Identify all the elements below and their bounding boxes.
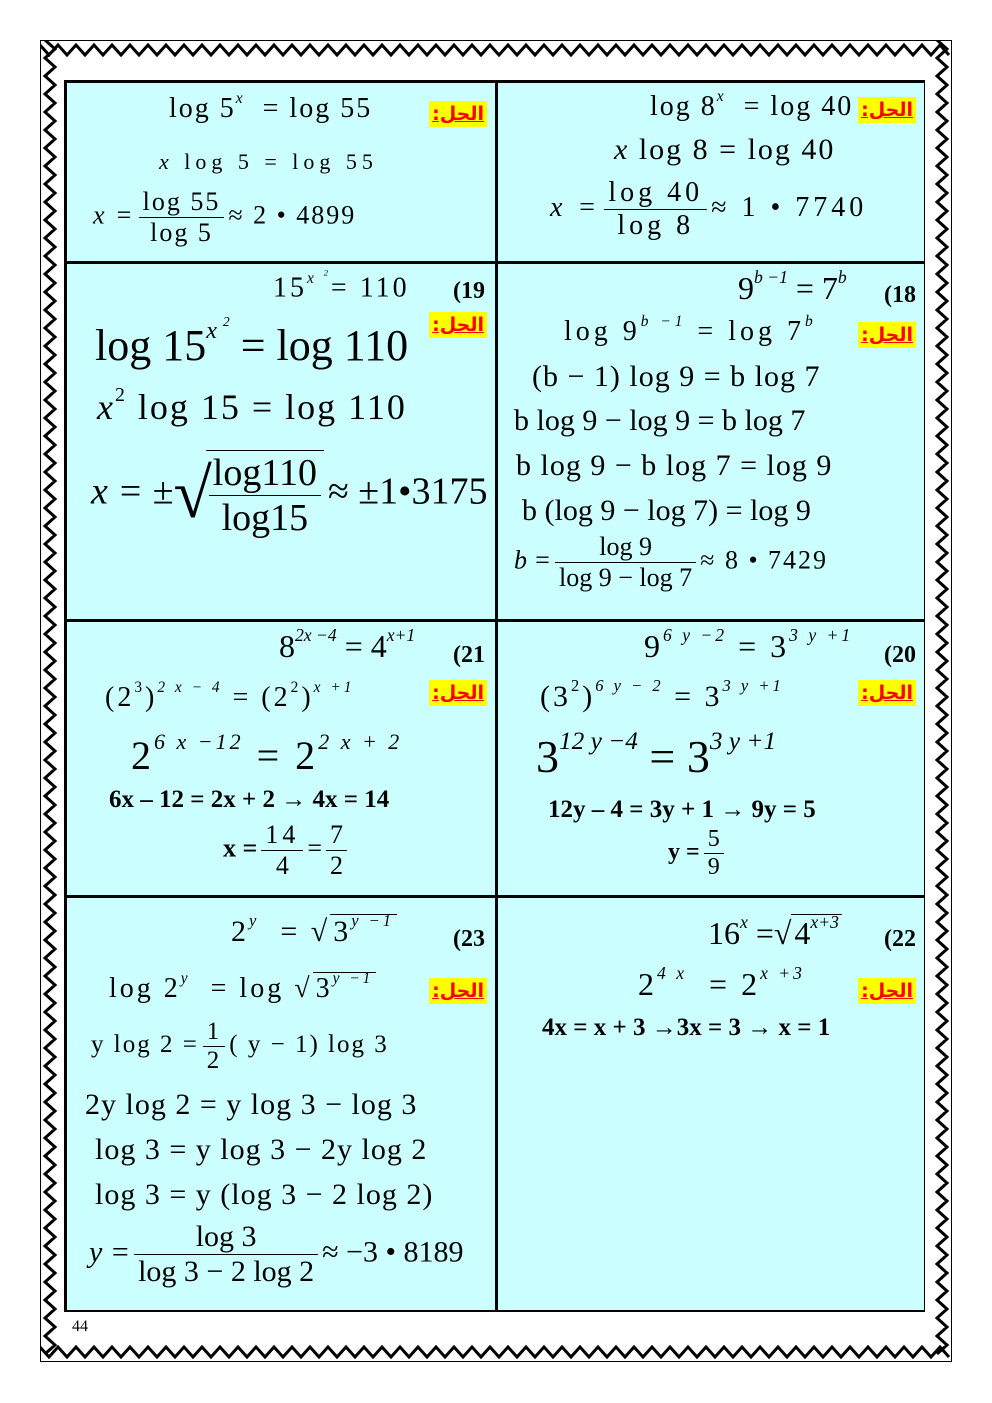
equation-line: x log 5 = log 55 [159, 149, 378, 174]
equation-line: log 3 = y log 3 − 2y log 2 [95, 1133, 428, 1166]
x-equals: x = [93, 200, 135, 230]
var: x [97, 387, 115, 427]
result: ≈ 8 • 7429 [700, 545, 829, 575]
cell-row1-left [67, 83, 495, 261]
y-equals: y = [89, 1235, 131, 1269]
lhs: log 9 [564, 316, 641, 347]
equation-line: $x^2$ log 15 = log 110 [97, 384, 407, 427]
fraction-numerator: log 9 [555, 532, 696, 563]
base: 2 [131, 733, 154, 778]
base: 9 [644, 628, 663, 664]
equation-line: b (log 9 − log 7) = log 9 [522, 494, 811, 527]
equation-line: $16^x =√4^{x+3}$ [708, 914, 842, 952]
result: ≈ 1 • 7740 [711, 191, 868, 223]
result: ≈ 2 • 4899 [228, 200, 357, 230]
zigzag-border-bottom [40, 1342, 952, 1362]
equation-line: b log 9 − b log 7 = log 9 [516, 449, 833, 482]
cell-row3-right [498, 622, 924, 895]
fraction [555, 532, 696, 593]
result: ≈ ±1•3175 [327, 470, 488, 513]
sqrt-fraction [206, 450, 324, 540]
equation-line [93, 187, 356, 248]
fraction-denominator: log 5 [150, 218, 213, 247]
equation-line [89, 1220, 464, 1289]
solution-label: الحل: [858, 322, 916, 348]
equation-line: $2^{4 x} = 2^{x +3}$ [638, 963, 805, 1002]
rhs: = log [210, 973, 285, 1004]
y-equals: y = [668, 839, 700, 866]
zigzag-border-left [40, 40, 60, 1362]
equation-line: $15^{x ^2}= 110$ [273, 267, 410, 304]
x-equals: x = [550, 191, 601, 223]
rhs: = 2 [709, 966, 761, 1002]
cell-row2-left [67, 264, 495, 619]
fraction [203, 1018, 226, 1075]
fraction-denominator: log 9 − log 7 [559, 563, 693, 592]
zigzag-border-top [40, 40, 952, 60]
base: 2 [638, 966, 657, 1002]
equation-line: $9^{6 y -2} = 3^{3 y +1}$ [644, 625, 854, 664]
b-equals: b = [514, 545, 552, 575]
equation-line: 2y log 2 = y log 3 − log 3 [85, 1088, 418, 1121]
exercise-number: (19 [453, 278, 485, 304]
fraction [139, 187, 225, 248]
fraction-numerator: log 40 [604, 177, 707, 210]
zigzag-border-right [932, 40, 952, 1362]
base: 15 [273, 272, 307, 304]
equation-line: 12y – 4 = 3y + 1 → 9y = 5 [548, 796, 816, 823]
solution-label: الحل: [429, 312, 487, 338]
fraction-denominator: 2 [206, 1047, 222, 1074]
equation-line: $(3^2)^{6 y - 2} = 3^{3 y +1}$ [540, 676, 784, 713]
equation-line [514, 532, 828, 593]
equation-line: $(2^3)^{2 x - 4} = (2^2)^{x +1}$ [105, 679, 355, 713]
lhs: log 15 [95, 321, 207, 370]
equation-line: $\log 9^{b -1} = \log 7^b$ [564, 313, 817, 347]
solution-label: الحل: [858, 97, 916, 123]
rhs: = 3 [649, 731, 710, 782]
term: = 3 [674, 680, 723, 713]
base: 2 [231, 915, 249, 948]
rhs: = 7 [795, 270, 838, 306]
exercise-number: (22 [884, 926, 916, 952]
rhs: = 4 [344, 628, 387, 664]
result: ≈ −3 • 8189 [322, 1235, 464, 1269]
fraction [704, 826, 724, 881]
fraction [134, 1220, 318, 1289]
term: = (2 [232, 682, 291, 713]
fraction-numerator: 7 [326, 820, 347, 851]
equation-line: log 2$^y$ = log √ $3^{y -1}$ [109, 972, 376, 1005]
x-equals: x = ± [91, 470, 174, 513]
term: ) [582, 680, 596, 713]
fraction [261, 820, 303, 881]
cell-row4-right [498, 898, 924, 1310]
rhs: = log 110 [240, 321, 409, 370]
equation-line: x = ±√ $\frac{\log 110}{\log 15}$ ≈ ±1•3175 [91, 452, 488, 539]
fraction [326, 820, 347, 881]
lhs: y log 2 = [91, 1031, 199, 1059]
fraction-numerator: log110 [209, 451, 321, 496]
equation-line [668, 826, 728, 881]
equation-line [91, 1018, 389, 1075]
page-number: 44 [72, 1318, 88, 1335]
term: (3 [540, 680, 571, 713]
fraction-numerator: 1 [203, 1018, 226, 1047]
base: 9 [738, 270, 754, 306]
fraction-denominator: log15 [221, 497, 309, 539]
fraction-denominator: log 3 − 2 log 2 [138, 1255, 315, 1288]
equation-line [550, 177, 867, 242]
cell-row2-right [498, 264, 924, 619]
rhs: log 15 = log 110 [137, 387, 407, 427]
equation-line: $\log 15^{x ^2} = \log 110$ [95, 314, 409, 370]
solution-label: الحل: [429, 101, 487, 127]
exercise-number: (21 [453, 642, 485, 668]
equation-line: $2^{6 x -12} = 2^{2 x + 2}$ [131, 729, 403, 778]
exercise-grid [64, 80, 925, 1312]
equation-line [223, 820, 351, 881]
equation-line: (b − 1) log 9 = b log 7 [532, 360, 821, 393]
equation-line: log 3 = y (log 3 − 2 log 2) [95, 1178, 434, 1211]
cell-row1-right [498, 83, 924, 261]
solution-label: الحل: [858, 978, 916, 1004]
equation-line: $3^{12 y -4} = 3^{3 y +1}$ [536, 727, 777, 782]
base: 16 [708, 915, 740, 951]
rhs: = log 7 [697, 316, 805, 347]
equation-line: $8^{2x -4} = 4^{x+1}$ [279, 625, 416, 664]
exercise-number: (18 [884, 282, 916, 308]
solution-label: الحل: [429, 680, 487, 706]
equation-line: $9^{b -1} = 7^b$ [738, 267, 847, 306]
lhs: log 2 [109, 973, 181, 1004]
equation-line: 6x – 12 = 2x + 2 → 4x = 14 [109, 786, 390, 813]
rhs: = 110 [330, 272, 410, 304]
equation-line: b log 9 − log 9 = b log 7 [514, 404, 806, 437]
base: 3 [536, 731, 559, 782]
equation-line: x log 8 = log 40 [614, 133, 836, 166]
fraction-numerator: 14 [261, 820, 303, 851]
equation-line: log 8$^x$ = log 40 [650, 88, 854, 122]
fraction [604, 177, 707, 242]
term: ) [301, 682, 314, 713]
equation-line: 2$^y$ = √ $3^{y -1}$ [231, 914, 397, 949]
solution-label: الحل: [858, 680, 916, 706]
fraction-denominator: log 8 [617, 210, 695, 241]
fraction-denominator: 2 [330, 851, 343, 880]
exercise-number: (23 [453, 926, 485, 952]
equals: = [307, 833, 322, 863]
rhs: ( y − 1) log 3 [229, 1031, 389, 1059]
equation-line: 4x = x + 3 →3x = 3 → x = 1 [542, 1014, 831, 1041]
solution-label: الحل: [429, 978, 487, 1004]
fraction-denominator: 9 [707, 854, 720, 880]
rhs: = 2 [256, 733, 319, 778]
equation-line: log 5$^x$ = log 55 [169, 90, 373, 124]
rhs: = 3 [738, 628, 790, 664]
exercise-number: (20 [884, 642, 916, 668]
cell-row4-left [67, 898, 495, 1310]
fraction-numerator: log 55 [139, 187, 225, 218]
term: (2 [105, 682, 135, 713]
x-equals: x = [223, 833, 258, 863]
cell-row3-left [67, 622, 495, 895]
fraction-numerator: log 3 [134, 1220, 318, 1255]
fraction-numerator: 5 [704, 826, 724, 854]
fraction-denominator: 4 [275, 851, 289, 880]
equals: = [755, 915, 774, 951]
equals: = [280, 915, 301, 948]
base: 8 [279, 628, 295, 664]
term: ) [145, 682, 158, 713]
